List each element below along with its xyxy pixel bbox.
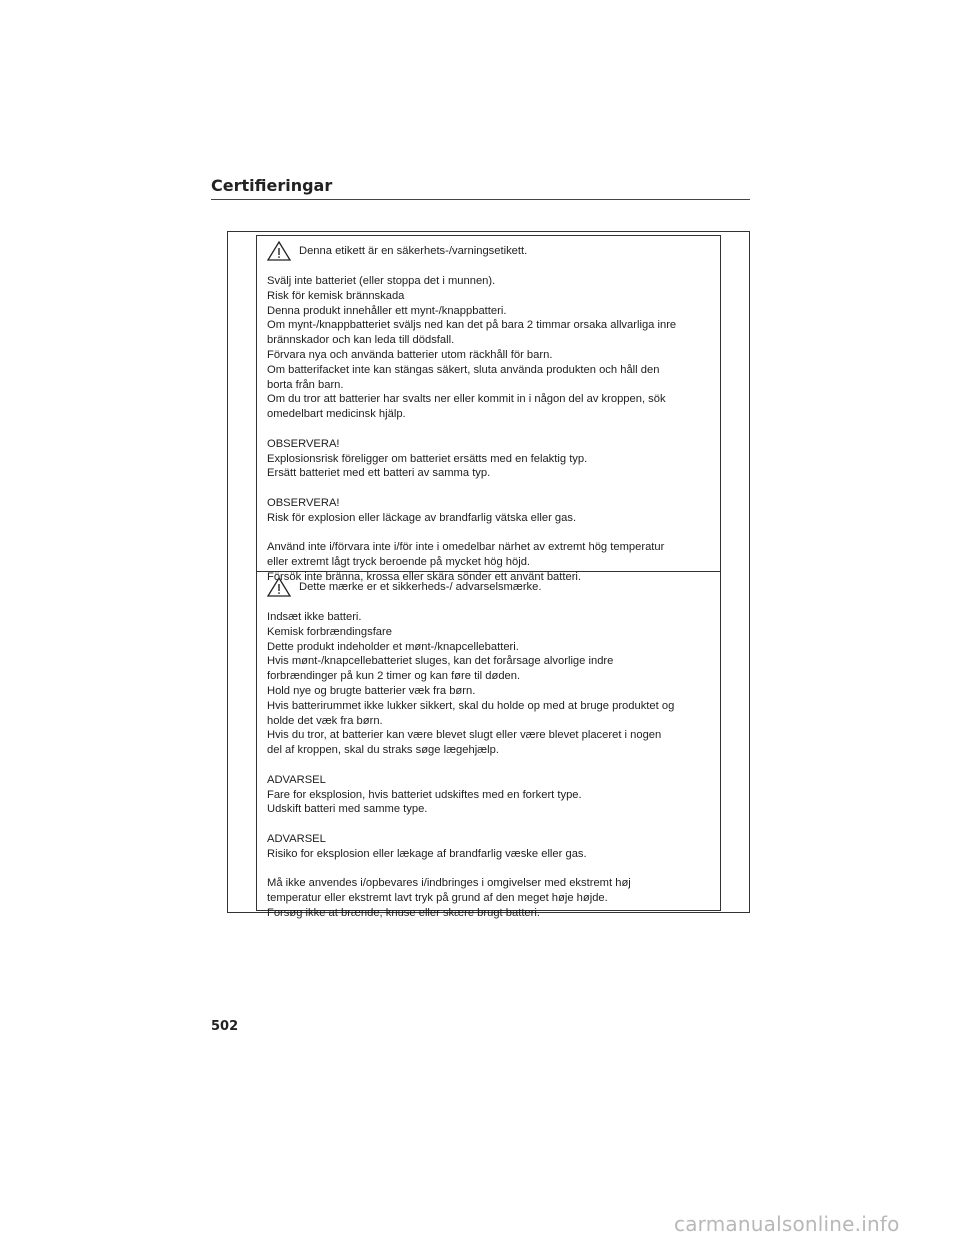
text-line: holde det væk fra børn. (267, 714, 383, 727)
text-line: Om batterifacket inte kan stängas säkert, sluta använda produkten och håll den (267, 363, 660, 376)
text-line: Risk för explosion eller läckage av brandfarlig vätska eller gas. (267, 511, 577, 524)
text-line: Dette produkt indeholder et mønt-/knapcellebatteri. (267, 640, 519, 653)
text-line: Denna produkt innehåller ett mynt-/knappbatteri. (267, 304, 507, 317)
text-line: ADVARSEL (267, 773, 326, 786)
text-line: Udskift batteri med samme type. (267, 803, 428, 816)
text-line: Försök inte bränna, krossa eller skära sönder ett använt batteri. (267, 570, 582, 583)
text-line: Hvis batterirummet ikke lukker sikkert, skal du holde op med at bruge produktet og (267, 699, 675, 712)
warning-paragraph (267, 496, 710, 526)
text-line: del af kroppen, skal du straks søge lægehjælp. (267, 744, 499, 757)
text-line: temperatur eller ekstremt lavt tryk på grund af den meget høje højde. (267, 892, 608, 905)
text-line: Förvara nya och använda batterier utom räckhåll för barn. (267, 348, 553, 361)
text-line: Om mynt-/knappbatteriet sväljs ned kan det på bara 2 timmar orsaka allvarliga inre (267, 319, 677, 332)
text-line: ADVARSEL (267, 832, 326, 845)
text-line: Kemisk forbrændingsfare (267, 625, 392, 638)
text-line: Forsøg ikke at brænde, knuse eller skære brugt batteri. (267, 906, 540, 919)
panel-header (267, 241, 710, 261)
text-line: Ersätt batteriet med ett batteri av samma typ. (267, 467, 491, 480)
warning-triangle-icon (267, 577, 291, 597)
text-line: eller extremt lågt tryck beroende på mycket hög höjd. (267, 556, 531, 569)
text-line: OBSERVERA! (267, 437, 340, 450)
text-line: Fare for eksplosion, hvis batteriet udskiftes med en forkert type. (267, 788, 582, 801)
text-line: borta från barn. (267, 378, 344, 391)
warning-paragraph (267, 876, 710, 920)
warning-paragraph (267, 773, 710, 817)
text-line: forbrændinger på kun 2 timer og kan føre til døden. (267, 670, 521, 683)
watermark: carmanualsonline.info (674, 1212, 900, 1236)
text-line: Hvis du tror, at batterier kan være blevet slugt eller være blevet placeret i nogen (267, 729, 662, 742)
panel-header (267, 577, 710, 597)
text-line: Hold nye og brugte batterier væk fra børn. (267, 684, 476, 697)
panel-header-text: Denna etikett är en säkerhets-/varningsetikett. (299, 244, 528, 257)
text-line: Explosionsrisk föreligger om batteriet ersätts med en felaktig typ. (267, 452, 588, 465)
text-line: omedelbart medicinsk hjälp. (267, 408, 406, 421)
page-number: 502 (211, 1019, 239, 1034)
text-line: OBSERVERA! (267, 496, 340, 509)
text-line: Indsæt ikke batteri. (267, 611, 362, 623)
text-line: Hvis mønt-/knapcellebatteriet sluges, kan det forårsage alvorlige indre (267, 655, 614, 668)
text-line: Om du tror att batterier har svalts ner eller kommit in i någon del av kroppen, sök (267, 393, 666, 406)
warning-paragraph (267, 274, 710, 422)
text-line: Risk för kemisk brännskada (267, 289, 405, 302)
panel-body (267, 274, 710, 585)
warning-label-danish (256, 571, 721, 919)
text-line: Må ikke anvendes i/opbevares i/indbringes i omgivelser med ekstremt høj (267, 877, 631, 890)
panel-body (267, 610, 710, 921)
title-divider (211, 199, 750, 200)
text-line: Använd inte i/förvara inte i/för inte i omedelbar närhet av extremt hög temperatur (267, 541, 665, 554)
text-line: Risiko for eksplosion eller lækage af brandfarlig væske eller gas. (267, 847, 587, 860)
warning-triangle-icon (267, 241, 291, 261)
text-line: Svälj inte batteriet (eller stoppa det i munnen). (267, 275, 496, 287)
page-title: Certifieringar (211, 176, 333, 195)
panel-header-text: Dette mærke er et sikkerheds-/ advarselsmærke. (299, 580, 542, 593)
warning-paragraph (267, 610, 710, 758)
warning-paragraph (267, 832, 710, 862)
text-line: brännskador och kan leda till dödsfall. (267, 334, 455, 347)
warning-paragraph (267, 437, 710, 481)
warning-label-swedish (256, 235, 721, 583)
